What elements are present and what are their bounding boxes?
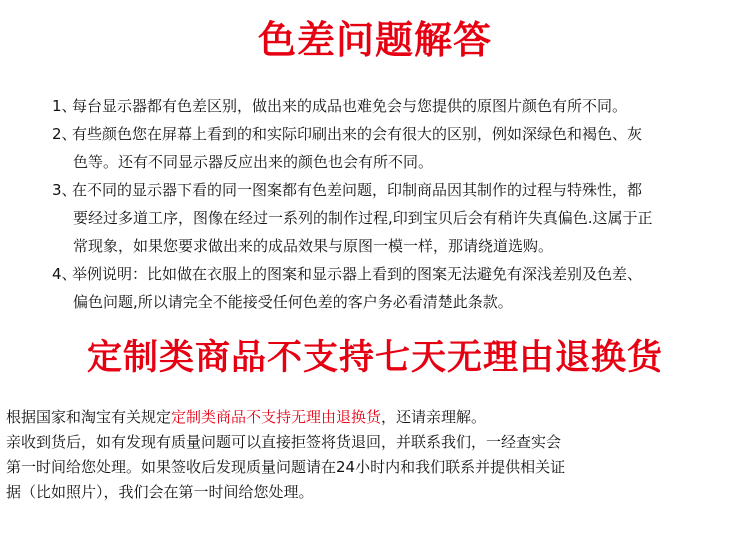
note-item-3 — [52, 176, 732, 260]
note-number: 1、 — [52, 97, 77, 115]
no-return-banner: 定制类商品不支持七天无理由退换货 — [86, 338, 663, 378]
note-line: 每台显示器都有色差区别，做出来的成品也难免会与您提供的原图片颜色有所不同。 — [72, 97, 628, 115]
note-line: 举例说明：比如做在衣服上的图案和显示器上看到的图案无法避免有深浅差别及色差、 — [72, 265, 643, 283]
policy-prefix: 根据国家和淘宝有关规定 — [6, 408, 172, 426]
note-number: 3、 — [52, 181, 77, 199]
note-item-1 — [52, 92, 732, 120]
note-line: 常现象，如果您要求做出来的成品效果与原图一模一样，那请绕道选购。 — [73, 237, 554, 255]
policy-suffix: ，还请亲理解。 — [381, 408, 487, 426]
note-line: 有些颜色您在屏幕上看到的和实际印刷出来的会有很大的区别，例如深绿色和褐色、灰 — [72, 125, 643, 143]
note-line: 偏色问题,所以请完全不能接受任何色差的客户务必看清楚此条款。 — [73, 293, 513, 311]
note-text — [72, 120, 732, 176]
color-difference-notes — [52, 92, 732, 316]
policy-intro-line — [6, 405, 744, 430]
note-number: 2、 — [52, 125, 77, 143]
return-policy-text — [6, 405, 744, 505]
note-line: 要经过多道工序，图像在经过一系列的制作过程,印到宝贝后会有稍许失真偏色.这属于正 — [73, 209, 653, 227]
note-number: 4、 — [52, 265, 77, 283]
note-item-4 — [52, 260, 732, 316]
note-text — [72, 92, 732, 120]
note-item-2 — [52, 120, 732, 176]
policy-line: 据（比如照片），我们会在第一时间给您处理。 — [6, 483, 314, 501]
note-text — [72, 260, 732, 316]
policy-line: 第一时间给您处理。如果签收后发现质量问题请在24小时内和我们联系并提供相关证 — [6, 458, 566, 476]
page-title: 色差问题解答 — [257, 18, 492, 62]
note-line: 在不同的显示器下看的同一图案都有色差问题，印制商品因其制作的过程与特殊性，都 — [72, 181, 643, 199]
policy-highlight: 定制类商品不支持无理由退换货 — [171, 408, 382, 426]
policy-line: 亲收到货后，如有发现有质量问题可以直接拒签将货退回，并联系我们，一经查实会 — [6, 433, 562, 451]
note-text — [72, 176, 732, 260]
note-line: 色等。还有不同显示器反应出来的颜色也会有所不同。 — [73, 153, 434, 171]
